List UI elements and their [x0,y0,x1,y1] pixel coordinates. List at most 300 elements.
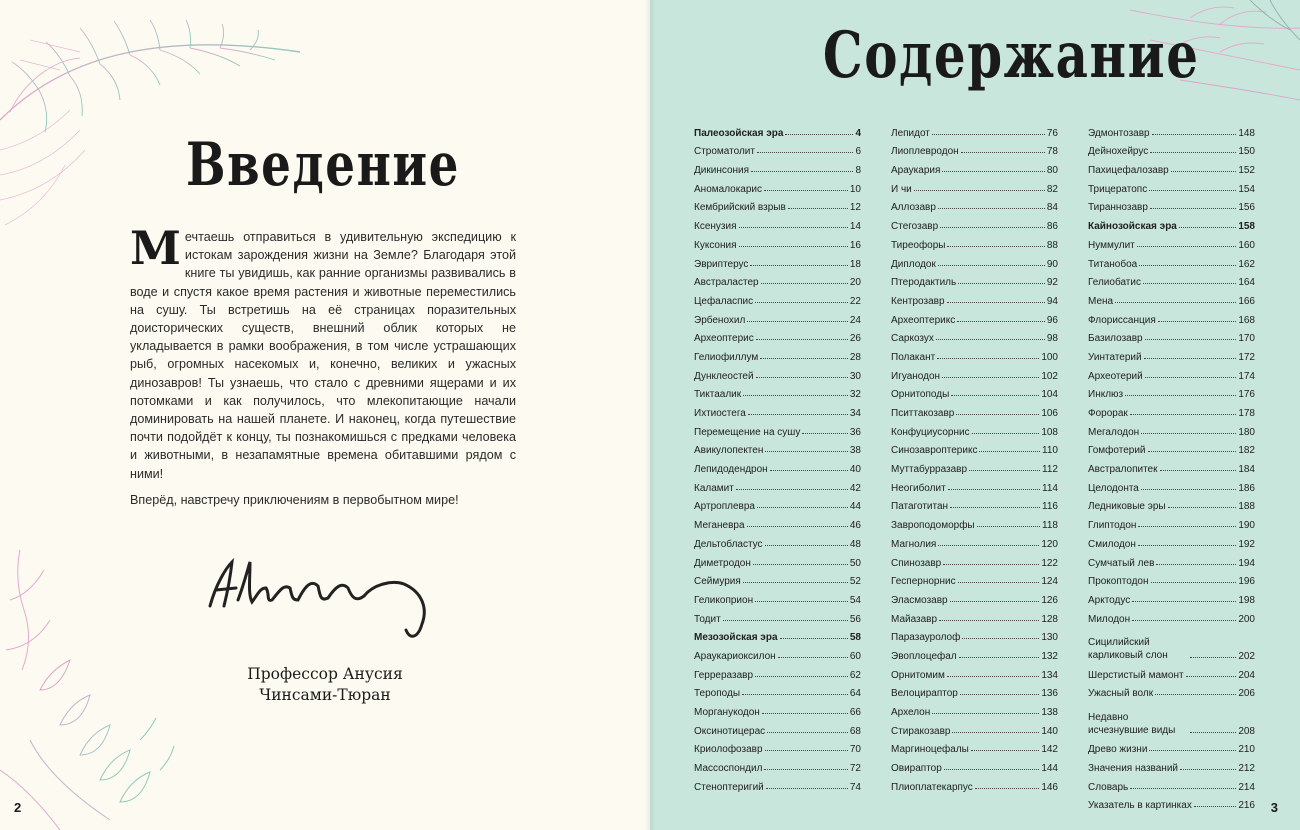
toc-entry-page: 118 [1042,520,1058,532]
toc-entry [694,157,861,176]
toc-dot-leader [747,526,848,527]
toc-entry [891,363,1058,382]
toc-entry-title: Тиреофоры [891,239,946,251]
toc-entry-page: 144 [1041,763,1058,775]
toc-entry [891,737,1058,756]
toc-entry [891,550,1058,569]
toc-entry [891,326,1058,345]
toc-entry-page: 66 [849,707,861,718]
toc-entry [1088,288,1255,307]
toc-entry-page: 202 [1238,650,1255,662]
author-name [200,664,450,706]
toc-entry-page: 58 [849,632,861,644]
toc-entry [694,699,861,718]
toc-entry-title: Кентрозавр [891,295,945,307]
toc-dot-leader [944,769,1040,770]
toc-dot-leader [743,395,848,396]
toc-entry-page: 26 [849,333,861,345]
toc-dot-leader [757,507,848,508]
toc-entry-title: Диплодок [891,258,936,270]
toc-entry [1088,438,1255,457]
toc-dot-leader [1125,395,1236,396]
toc-entry [694,550,861,569]
toc-dot-leader [1141,433,1236,434]
toc-entry [1088,587,1255,606]
toc-entry-title: Словарь [1088,781,1129,793]
toc-entry [1088,774,1255,793]
toc-entry-title: Мезозойская эра [694,632,778,644]
toc-entry [891,307,1058,326]
toc-entry [1088,793,1255,812]
toc-dot-leader [756,377,848,378]
toc-dot-leader [742,694,848,695]
toc-dot-leader [1186,676,1237,677]
toc-entry [1088,270,1255,289]
toc-entry-page: 64 [849,688,861,700]
toc-entry-page: 86 [1046,221,1058,233]
toc-entry-title: Трицератопс [1088,183,1148,195]
toc-entry-page: 164 [1238,277,1255,289]
toc-entry [694,643,861,662]
toc-entry-page: 172 [1238,351,1255,363]
toc-entry-page: 130 [1041,632,1058,644]
toc-entry-title: Плиоплатекарпус [891,781,973,793]
toc-dot-leader [1130,414,1237,415]
toc-entry-page: 56 [849,613,861,625]
toc-entry-page: 92 [1046,277,1058,289]
toc-entry [891,195,1058,214]
toc-entry-title: Дунклеостей [694,370,754,382]
toc-dot-leader [950,507,1040,508]
toc-dot-leader [1139,265,1236,266]
toc-entry [891,400,1058,419]
toc-dot-leader [958,582,1040,583]
toc-entry [694,232,861,251]
toc-entry-title: Спинозавр [891,557,942,569]
toc-entry-title: Оксинотицерас [694,725,766,737]
toc-entry [891,699,1058,718]
toc-entry [694,307,861,326]
toc-entry-page: 192 [1238,538,1255,550]
toc-entry-page: 106 [1041,408,1058,419]
toc-entry-title: Смилодон [1088,538,1136,550]
toc-entry-title: Мена [1088,295,1114,307]
toc-entry-page: 50 [849,557,861,569]
toc-dot-leader [743,582,848,583]
toc-dot-leader [765,750,848,751]
toc-entry-title: Глиптодон [1088,520,1137,532]
toc-entry [891,475,1058,494]
toc-entry-page: 76 [1046,127,1058,139]
toc-entry-page: 70 [849,744,861,756]
intro-paragraph [130,221,516,483]
toc-entry-title: Эвриптерус [694,258,749,270]
toc-entry-title: Каламит [694,482,734,494]
toc-entry-page: 74 [849,781,861,793]
toc-section-heading [694,625,861,644]
toc-dot-leader [1150,208,1236,209]
toc-entry [1088,363,1255,382]
toc-entry-title: Цефаласпис [694,295,754,307]
toc-entry-page: 36 [849,426,861,438]
toc-entry-title: Араукариоксилон [694,650,776,662]
intro-closing: Вперёд, навстречу приключениям в первобытном мире! [130,492,459,507]
toc-dot-leader [757,152,853,153]
toc-entry [1088,531,1255,550]
toc-entry-title: Аллозавр [891,202,936,214]
toc-entry-title: Меганевра [694,520,745,532]
toc-entry-title: Геспернорнис [891,576,956,588]
toc-dot-leader [764,769,847,770]
toc-entry-page: 110 [1042,445,1058,457]
toc-dot-leader [942,377,1039,378]
toc-entry [694,213,861,232]
toc-entry [891,512,1058,531]
toc-entry-title: Стиракозавр [891,725,951,737]
toc-entry-page: 148 [1238,127,1255,139]
toc-entry-page: 174 [1238,370,1255,382]
toc-entry [891,382,1058,401]
toc-dot-leader [938,545,1039,546]
toc-entry-title: Базилозавр [1088,333,1143,345]
toc-entry-page: 122 [1041,557,1058,569]
toc-entry [1088,456,1255,475]
toc-entry-title: Гелиобатис [1088,277,1141,289]
toc-entry [1088,251,1255,270]
toc-dot-leader [1137,246,1237,247]
toc-entry-page: 24 [849,314,861,326]
toc-entry [1088,382,1255,401]
toc-entry-title: Муттабурразавр [891,464,968,476]
toc-dot-leader [947,246,1044,247]
author-line-2: Чинсами-Тюран [259,686,391,704]
toc-entry [891,606,1058,625]
toc-entry-title: Ихтиостега [694,408,746,419]
toc-entry-title: Стеноптеригий [694,781,764,793]
toc-entry-page: 60 [849,650,861,662]
toc-entry-title: Тиктаалик [694,389,742,401]
toc-entry-page: 212 [1238,763,1255,775]
toc-dot-leader [1149,750,1236,751]
toc-entry [694,176,861,195]
toc-entry-title: Куксония [694,239,737,251]
toc-entry-title: Тероподы [694,688,741,700]
toc-dot-leader [739,246,848,247]
toc-entry-title: Шерстистый мамонт [1088,669,1184,681]
toc-entry-title: Аномалокарис [694,183,763,195]
toc-dot-leader [1143,283,1236,284]
toc-entry-title: Археоптерикс [891,314,956,326]
toc-entry [891,120,1058,139]
toc-entry-title: Флориссанция [1088,314,1156,326]
toc-entry-title: Ксенузия [694,221,737,233]
toc-entry-title: Сеймурия [694,576,741,588]
toc-dot-leader [1138,526,1236,527]
toc-entry [1088,625,1255,662]
toc-entry [1088,307,1255,326]
toc-entry-page: 140 [1041,725,1058,737]
toc-entry-page: 216 [1238,800,1255,812]
toc-entry [694,195,861,214]
toc-entry-page: 170 [1238,333,1255,345]
toc-entry-title: Патаготитан [891,501,949,513]
author-line-1: Профессор Анусия [247,665,403,683]
book-gutter [644,0,656,830]
toc-entry [694,662,861,681]
toc-entry-title: Полакант [891,351,936,363]
toc-entry-title: Дикинсония [694,165,750,177]
toc-entry [694,326,861,345]
toc-entry [694,251,861,270]
toc-dot-leader [736,489,848,490]
toc-entry-title: Архелон [891,707,931,718]
toc-dot-leader [957,321,1045,322]
toc-entry-title: Орнитоподы [891,389,950,401]
toc-entry-title: Перемещение на сушу [694,426,801,438]
toc-entry-title: Гомфотерий [1088,445,1146,457]
toc-dot-leader [766,788,848,789]
toc-entry-page: 30 [849,370,861,382]
toc-entry [891,456,1058,475]
toc-entry-title: Птеродактиль [891,277,957,289]
toc-dot-leader [788,208,848,209]
toc-dot-leader [1155,694,1236,695]
toc-entry [891,157,1058,176]
toc-entry-title: Паразауролоф [891,632,961,644]
toc-entry-title: Пситтакозавр [891,408,955,419]
toc-entry-title: Палеозойская эра [694,127,784,139]
toc-dot-leader [780,638,848,639]
toc-dot-leader [755,601,848,602]
toc-entry-page: 134 [1041,669,1058,681]
fern-leaf-icon [0,0,310,240]
toc-entry [1088,755,1255,774]
toc-dot-leader [1156,564,1236,565]
toc-entry-page: 32 [849,389,861,401]
toc-entry-title: Маргиноцефалы [891,744,969,756]
toc-entry-title: Форорак [1088,408,1128,419]
toc-dot-leader [1115,302,1236,303]
toc-entry [1088,176,1255,195]
toc-entry-title: Милодон [1088,613,1131,625]
toc-entry-title: Эрбенохил [694,314,746,326]
toc-entry [891,755,1058,774]
toc-entry-page: 126 [1041,594,1058,606]
toc-entry-page: 94 [1046,295,1058,307]
toc-column-1 [694,120,861,793]
toc-dot-leader [959,657,1040,658]
toc-entry-title: Древо жизни [1088,744,1148,756]
toc-entry-page: 168 [1238,314,1255,326]
toc-entry-page: 108 [1041,426,1058,438]
toc-entry-page: 46 [849,520,861,532]
coral-spine-icon [0,540,190,830]
toc-entry-page: 132 [1041,650,1058,662]
toc-dot-leader [755,676,848,677]
toc-entry-page: 184 [1238,464,1255,476]
toc-dot-leader [770,470,848,471]
toc-entry-title: Эласмозавр [891,594,948,606]
toc-dot-leader [962,638,1039,639]
toc-entry-page: 186 [1238,482,1255,494]
toc-entry-page: 102 [1041,370,1058,382]
toc-entry-title: Археотерий [1088,370,1143,382]
toc-entry-page: 38 [849,445,861,457]
toc-entry-title: Сицилийский карликовый слон [1088,636,1168,661]
toc-entry-page: 84 [1046,202,1058,214]
toc-entry-title: Араукария [891,165,941,177]
toc-entry-title: Велоцираптор [891,688,958,700]
toc-dot-leader [762,713,848,714]
toc-entry-title: Авикулопектен [694,445,764,457]
toc-entry-page: 98 [1046,333,1058,345]
toc-entry [694,512,861,531]
toc-entry-page: 34 [849,408,861,419]
toc-entry [1088,494,1255,513]
toc-dot-leader [1145,339,1237,340]
toc-entry-page: 114 [1042,482,1058,494]
toc-entry [891,176,1058,195]
intro-text: ечтаешь отправиться в удивительную экспедицию к истокам зарождения жизни на Земле? Благодаря этой книге ты увидишь, как ранние организмы развивались в воде и спустя какое время растения и животные переместились на сушу. Ты встретишь на её страницах поразительных доисторических существ, внешний облик которых не укладывается в рамки воображения, в том числе устрашающих рыб, огромных насекомых и, конечно, великих и ужасных динозавров! Ты узнаешь, что стало с древними ящерами и их потомками и как получилось, что млекопитающие начали доминировать на нашей планете. И наконец, когда путешествие почти подойдёт к концу, ты познакомишься с предками человека и животными, в незапамятные времена обитавшими рядом с ними! [130,230,516,481]
toc-entry-page: 22 [849,295,861,307]
toc-dot-leader [739,227,848,228]
toc-dot-leader [750,265,847,266]
toc-entry-page: 178 [1238,408,1255,419]
toc-entry-page: 72 [849,763,861,775]
toc-dot-leader [756,339,848,340]
toc-entry [891,587,1058,606]
drop-cap: М [130,221,181,275]
toc-entry-title: Арктодус [1088,594,1131,606]
toc-entry-page: 52 [849,576,861,588]
toc-entry [1088,139,1255,158]
toc-entry [891,251,1058,270]
toc-entry-page: 200 [1238,613,1255,625]
toc-entry-page: 150 [1238,146,1255,158]
toc-dot-leader [1158,321,1237,322]
toc-entry-title: Указатель в картинках [1088,800,1192,812]
toc-entry [1088,326,1255,345]
toc-dot-leader [1138,545,1236,546]
toc-entry-page: 20 [849,277,861,289]
toc-entry-title: Археоптерис [694,333,754,345]
page-number-left: 2 [14,800,22,815]
toc-entry [694,438,861,457]
toc-entry [694,718,861,737]
toc-entry [694,139,861,158]
toc-dot-leader [948,489,1040,490]
toc-entry-page: 190 [1238,520,1255,532]
toc-entry-page: 6 [855,146,861,158]
toc-entry-title: Диметродон [694,557,751,569]
toc-entry-title: Кембрийский взрыв [694,202,786,214]
toc-entry-title: Гелиофиллум [694,351,759,363]
toc-dot-leader [748,414,848,415]
toc-entry-page: 142 [1041,744,1058,756]
toc-entry [891,774,1058,793]
toc-entry [891,232,1058,251]
toc-entry-page: 16 [849,239,861,251]
toc-entry [694,456,861,475]
toc-entry [891,419,1058,438]
toc-entry [694,774,861,793]
intro-heading: Введение [185,130,461,200]
toc-entry-page: 160 [1238,239,1255,251]
toc-entry-page: 124 [1041,576,1058,588]
toc-dot-leader [960,694,1039,695]
toc-entry-title: Кайнозойская эра [1088,221,1177,233]
toc-entry-title: Австраластер [694,277,759,289]
toc-entry [891,569,1058,588]
toc-entry-title: Тираннозавр [1088,202,1148,214]
toc-entry-page: 158 [1238,221,1255,233]
toc-entry-page: 204 [1238,669,1255,681]
toc-dot-leader [1148,451,1237,452]
toc-dot-leader [942,171,1044,172]
toc-entry [891,681,1058,700]
toc-entry-page: 182 [1238,445,1255,457]
toc-entry-page: 10 [849,183,861,195]
toc-entry-page: 96 [1046,314,1058,326]
intro-text-block [130,221,516,509]
toc-dot-leader [747,321,848,322]
toc-dot-leader [940,227,1045,228]
toc-entry-title: Прокоптодон [1088,576,1149,588]
toc-entry-title: Синозавроптерикс [891,445,978,457]
toc-entry-title: Пахицефалозавр [1088,165,1169,177]
toc-entry-title: Лепидодендрон [694,464,768,476]
toc-entry-title: Завроподоморфы [891,520,975,532]
toc-entry [694,681,861,700]
toc-entry-page: 162 [1238,258,1255,270]
signature-mark [196,554,446,654]
toc-entry-page: 176 [1238,389,1255,401]
toc-entry [891,643,1058,662]
toc-entry-title: Геликоприон [694,594,754,606]
toc-dot-leader [979,451,1040,452]
toc-entry-title: Саркозух [891,333,934,345]
toc-entry-page: 116 [1042,501,1058,513]
toc-entry [891,625,1058,644]
toc-section-heading [1088,213,1255,232]
toc-entry-page: 210 [1238,744,1255,756]
toc-dot-leader [767,732,848,733]
toc-dot-leader [943,564,1039,565]
toc-dot-leader [1190,732,1236,733]
toc-dot-leader [956,414,1039,415]
toc-entry-page: 54 [849,594,861,606]
toc-entry [1088,120,1255,139]
toc-entry-page: 62 [849,669,861,681]
toc-entry-page: 194 [1238,557,1255,569]
toc-column-3 [1088,120,1255,811]
page-number-right: 3 [1270,800,1278,815]
toc-entry-title: Мегалодон [1088,426,1140,438]
toc-entry-page: 4 [855,127,861,139]
toc-dot-leader [761,283,848,284]
toc-dot-leader [1144,358,1237,359]
toc-entry [694,270,861,289]
toc-dot-leader [950,601,1040,602]
toc-entry-page: 166 [1238,295,1255,307]
toc-entry-title: Значения названий [1088,763,1178,775]
toc-entry-title: Ледниковые эры [1088,501,1166,513]
toc-entry-page: 100 [1041,351,1058,363]
toc-entry-title: Конфуциусорнис [891,426,970,438]
toc-entry-page: 154 [1238,183,1255,195]
toc-entry-page: 44 [849,501,861,513]
toc-dot-leader [1132,620,1236,621]
